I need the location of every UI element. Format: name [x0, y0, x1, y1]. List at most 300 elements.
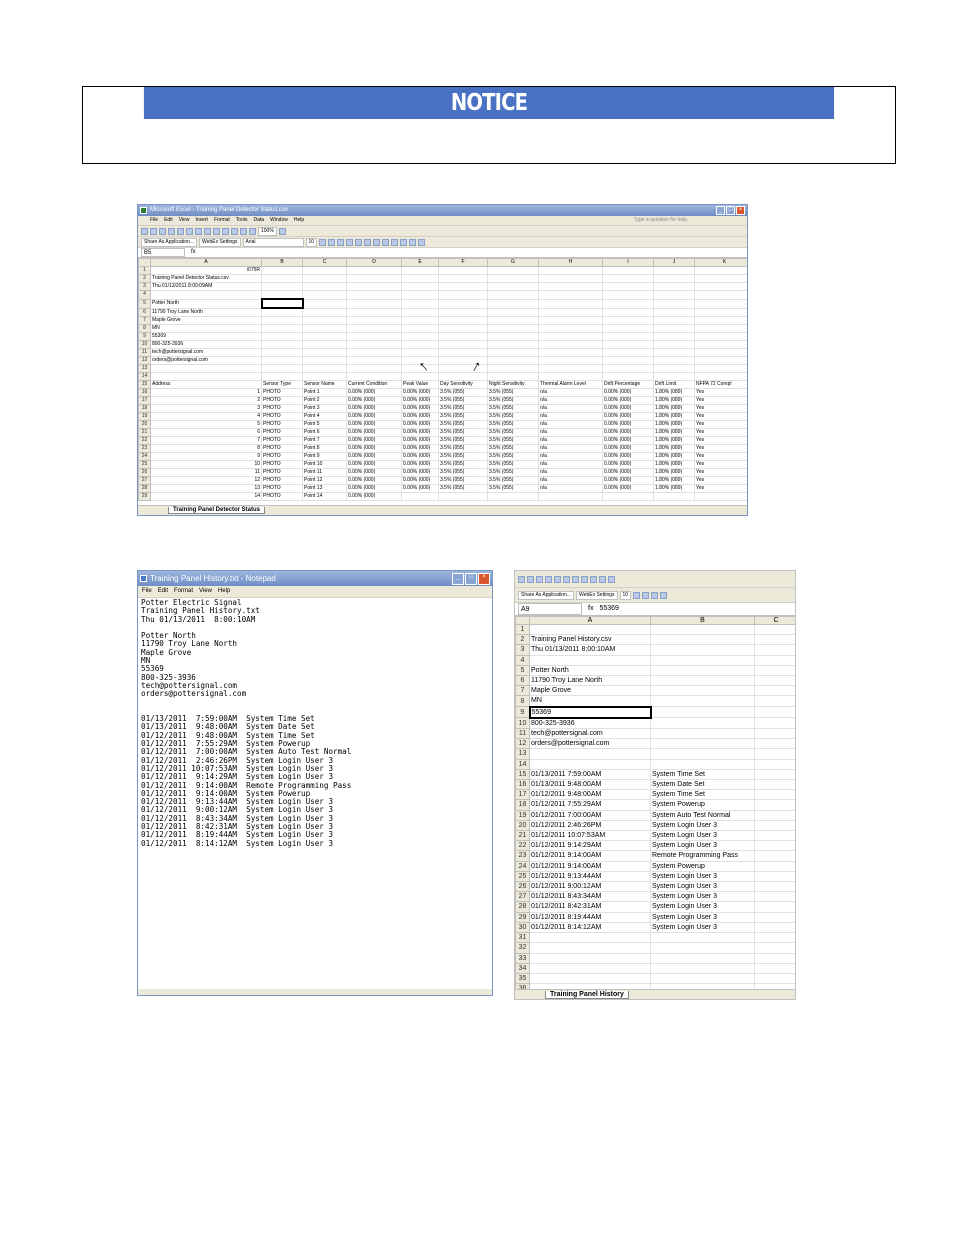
cell[interactable]: Remote Programming Pass: [651, 851, 755, 861]
cell[interactable]: [439, 275, 488, 283]
cell[interactable]: [530, 943, 651, 953]
name-box[interactable]: A9: [518, 603, 582, 615]
header-cell[interactable]: Peak Value: [402, 381, 439, 389]
row-header[interactable]: 12: [516, 739, 530, 749]
currency-icon[interactable]: [382, 239, 389, 246]
cell[interactable]: [402, 291, 439, 300]
cell[interactable]: 01/12/2011 2:46:26PM: [530, 820, 651, 830]
cell[interactable]: [347, 291, 402, 300]
cell[interactable]: [262, 325, 303, 333]
cell[interactable]: [402, 493, 439, 501]
cell[interactable]: [755, 902, 797, 912]
cell[interactable]: [539, 341, 603, 349]
header-cell[interactable]: Current Condition: [347, 381, 402, 389]
cell[interactable]: [303, 357, 347, 365]
cell[interactable]: n/a: [539, 477, 603, 485]
column-header[interactable]: K: [695, 259, 749, 267]
cell[interactable]: [488, 325, 539, 333]
cell[interactable]: [603, 275, 654, 283]
cell[interactable]: 3.5% (055): [488, 397, 539, 405]
cell[interactable]: [530, 655, 651, 665]
cell[interactable]: [539, 493, 603, 501]
cell[interactable]: [695, 333, 749, 341]
cell[interactable]: n/a: [539, 397, 603, 405]
cell[interactable]: Point 1: [303, 389, 347, 397]
cell[interactable]: 4: [151, 413, 262, 421]
cell[interactable]: 0.00% (000): [402, 397, 439, 405]
cell[interactable]: Training Panel History.csv: [530, 635, 651, 645]
spell-icon[interactable]: [177, 228, 184, 235]
row-header[interactable]: 19: [139, 413, 151, 421]
cell[interactable]: Yes: [695, 429, 749, 437]
row-header[interactable]: 26: [139, 469, 151, 477]
cell[interactable]: [695, 275, 749, 283]
save-icon[interactable]: [536, 576, 543, 583]
cell[interactable]: Yes: [695, 477, 749, 485]
cell[interactable]: [488, 267, 539, 275]
cell[interactable]: [654, 333, 695, 341]
cell[interactable]: 3.5% (055): [439, 453, 488, 461]
cell[interactable]: [439, 291, 488, 300]
column-header[interactable]: B: [651, 617, 755, 625]
cell[interactable]: 1.80% (089): [654, 397, 695, 405]
row-header[interactable]: 16: [139, 389, 151, 397]
cell[interactable]: Yes: [695, 437, 749, 445]
row-header[interactable]: 15: [139, 381, 151, 389]
sheet-tab-detector-status[interactable]: Training Panel Detector Status: [168, 507, 265, 514]
cell[interactable]: 800-325-3936: [530, 718, 651, 729]
cell[interactable]: [347, 373, 402, 381]
print-icon[interactable]: [168, 228, 175, 235]
cell[interactable]: [654, 325, 695, 333]
cell[interactable]: Yes: [695, 413, 749, 421]
cell[interactable]: [603, 283, 654, 291]
cell[interactable]: Yes: [695, 461, 749, 469]
merge-icon[interactable]: [373, 239, 380, 246]
cell[interactable]: 1.80% (089): [654, 405, 695, 413]
cell[interactable]: i075R: [151, 267, 262, 275]
cell[interactable]: 6: [151, 429, 262, 437]
cell[interactable]: System Powerup: [651, 861, 755, 871]
align-right-icon[interactable]: [364, 239, 371, 246]
cell[interactable]: [651, 973, 755, 983]
corner-cell[interactable]: [139, 259, 151, 267]
row-header[interactable]: 16: [516, 780, 530, 790]
open-icon[interactable]: [527, 576, 534, 583]
row-header[interactable]: 29: [516, 912, 530, 922]
cell[interactable]: [488, 349, 539, 357]
print-icon[interactable]: [545, 576, 552, 583]
cell[interactable]: 0.00% (000): [603, 445, 654, 453]
header-cell[interactable]: NFPA 72 Compl: [695, 381, 749, 389]
cell[interactable]: Point 12: [303, 477, 347, 485]
row-header[interactable]: 31: [516, 933, 530, 943]
cell[interactable]: [651, 625, 755, 635]
cell[interactable]: 01/12/2011 8:14:12AM: [530, 922, 651, 932]
cell[interactable]: 3.5% (055): [439, 413, 488, 421]
close-button[interactable]: ×: [736, 206, 745, 215]
column-header[interactable]: D: [347, 259, 402, 267]
menu-item[interactable]: View: [178, 217, 190, 223]
cell[interactable]: Thu 01/13/2011 8:00:09AM: [151, 283, 262, 291]
row-header[interactable]: 9: [516, 707, 530, 718]
cell[interactable]: [695, 357, 749, 365]
cell[interactable]: 0.00% (000): [402, 437, 439, 445]
column-header[interactable]: E: [402, 259, 439, 267]
cell[interactable]: 11: [151, 469, 262, 477]
chart-icon[interactable]: [249, 228, 256, 235]
cell[interactable]: Thu 01/13/2011 8:00:10AM: [530, 645, 651, 655]
cell[interactable]: [755, 707, 797, 718]
row-header[interactable]: 23: [139, 445, 151, 453]
cell[interactable]: [603, 317, 654, 325]
cell[interactable]: [262, 299, 303, 308]
cell[interactable]: [488, 291, 539, 300]
new-icon[interactable]: [141, 228, 148, 235]
cell[interactable]: 0.00% (000): [347, 389, 402, 397]
row-header[interactable]: 8: [516, 696, 530, 707]
cell[interactable]: [488, 283, 539, 291]
cell[interactable]: 01/13/2011 9:48:00AM: [530, 780, 651, 790]
cell[interactable]: [695, 267, 749, 275]
cell[interactable]: System Login User 3: [651, 912, 755, 922]
cell[interactable]: [303, 365, 347, 373]
cell[interactable]: [488, 299, 539, 308]
help-icon[interactable]: [279, 228, 286, 235]
notepad-close-button[interactable]: ×: [478, 573, 490, 585]
cell[interactable]: [651, 665, 755, 675]
cell[interactable]: Point 4: [303, 413, 347, 421]
cell[interactable]: [151, 291, 262, 300]
cell[interactable]: [262, 365, 303, 373]
cell[interactable]: 0.00% (000): [347, 485, 402, 493]
cell[interactable]: n/a: [539, 437, 603, 445]
cell[interactable]: 0.00% (000): [603, 477, 654, 485]
cell[interactable]: 01/12/2011 9:48:00AM: [530, 790, 651, 800]
row-header[interactable]: 4: [139, 291, 151, 300]
cell[interactable]: [151, 365, 262, 373]
cell[interactable]: [603, 325, 654, 333]
cell[interactable]: 1.80% (089): [654, 477, 695, 485]
cell[interactable]: 3.5% (055): [488, 405, 539, 413]
column-header[interactable]: B: [262, 259, 303, 267]
cell[interactable]: [539, 275, 603, 283]
align-center-icon[interactable]: [651, 592, 658, 599]
cell[interactable]: Yes: [695, 405, 749, 413]
cell[interactable]: [347, 325, 402, 333]
cell[interactable]: 1.80% (089): [654, 453, 695, 461]
name-box[interactable]: B5: [141, 248, 185, 257]
cell[interactable]: [651, 635, 755, 645]
row-header[interactable]: 17: [516, 790, 530, 800]
header-cell[interactable]: Sensor Type: [262, 381, 303, 389]
cell[interactable]: [488, 365, 539, 373]
cell[interactable]: [603, 493, 654, 501]
row-header[interactable]: 1: [516, 625, 530, 635]
cell[interactable]: Yes: [695, 389, 749, 397]
cell[interactable]: [402, 333, 439, 341]
column-header[interactable]: H: [539, 259, 603, 267]
sum-icon[interactable]: [599, 576, 606, 583]
header-cell[interactable]: Thermal Alarm Level: [539, 381, 603, 389]
cell[interactable]: System Login User 3: [651, 841, 755, 851]
cell[interactable]: [262, 357, 303, 365]
cell[interactable]: [262, 373, 303, 381]
cell[interactable]: 01/12/2011 7:55:29AM: [530, 800, 651, 810]
cell[interactable]: [439, 317, 488, 325]
menu-item[interactable]: Window: [270, 217, 288, 223]
cell[interactable]: [488, 493, 539, 501]
cell[interactable]: [755, 882, 797, 892]
cell[interactable]: Potter North: [530, 665, 651, 675]
bold-icon[interactable]: [633, 592, 640, 599]
share-as-application-button[interactable]: Share As Application...: [141, 238, 197, 247]
cell[interactable]: 10: [151, 461, 262, 469]
cell[interactable]: 3.5% (055): [439, 469, 488, 477]
cut-icon[interactable]: [186, 228, 193, 235]
webex-settings-button[interactable]: WebEx Settings: [576, 591, 617, 600]
cell[interactable]: [530, 933, 651, 943]
cell[interactable]: 3.5% (055): [488, 477, 539, 485]
row-header[interactable]: 1: [139, 267, 151, 275]
cell[interactable]: [539, 308, 603, 317]
cell[interactable]: [439, 493, 488, 501]
cell[interactable]: [651, 729, 755, 739]
minimize-button[interactable]: _: [716, 206, 725, 215]
column-header[interactable]: C: [755, 617, 797, 625]
cell[interactable]: n/a: [539, 405, 603, 413]
cell[interactable]: [695, 365, 749, 373]
cell[interactable]: [651, 963, 755, 973]
cell[interactable]: [654, 373, 695, 381]
cell[interactable]: 3.5% (055): [488, 485, 539, 493]
cell[interactable]: 1.80% (089): [654, 413, 695, 421]
cell[interactable]: 9: [151, 453, 262, 461]
borders-icon[interactable]: [400, 239, 407, 246]
cell[interactable]: [539, 291, 603, 300]
notepad-text-area[interactable]: [138, 598, 492, 849]
cell[interactable]: 0.00% (000): [603, 461, 654, 469]
cell[interactable]: [402, 341, 439, 349]
row-header[interactable]: 27: [139, 477, 151, 485]
cell[interactable]: System Login User 3: [651, 902, 755, 912]
column-header[interactable]: J: [654, 259, 695, 267]
cell[interactable]: 01/12/2011 9:14:00AM: [530, 851, 651, 861]
sum-icon[interactable]: [231, 228, 238, 235]
cell[interactable]: 8: [151, 445, 262, 453]
cell[interactable]: [530, 759, 651, 769]
header-cell[interactable]: Day Sensitivity: [439, 381, 488, 389]
row-header[interactable]: 25: [516, 871, 530, 881]
cell[interactable]: [347, 267, 402, 275]
paste-icon[interactable]: [204, 228, 211, 235]
cell[interactable]: [755, 645, 797, 655]
cell[interactable]: 3.5% (055): [439, 429, 488, 437]
cell[interactable]: [755, 759, 797, 769]
cell[interactable]: [755, 780, 797, 790]
cell[interactable]: [262, 317, 303, 325]
header-cell[interactable]: Address: [151, 381, 262, 389]
cell[interactable]: n/a: [539, 429, 603, 437]
cell[interactable]: [695, 325, 749, 333]
cell[interactable]: System Time Set: [651, 790, 755, 800]
cell[interactable]: [755, 861, 797, 871]
cell[interactable]: Point 9: [303, 453, 347, 461]
row-header[interactable]: 7: [516, 686, 530, 696]
menu-item[interactable]: Format: [174, 588, 194, 594]
cell[interactable]: System Auto Test Normal: [651, 810, 755, 820]
cell[interactable]: 01/12/2011 9:14:00AM: [530, 861, 651, 871]
row-header[interactable]: 17: [139, 397, 151, 405]
row-header[interactable]: 21: [516, 831, 530, 841]
notepad-maximize-button[interactable]: □: [465, 573, 477, 585]
cell[interactable]: [539, 317, 603, 325]
cell[interactable]: Yes: [695, 469, 749, 477]
undo-icon[interactable]: [590, 576, 597, 583]
cell[interactable]: 3.5% (055): [488, 421, 539, 429]
cell[interactable]: [530, 625, 651, 635]
row-header[interactable]: 2: [516, 635, 530, 645]
cell[interactable]: [651, 739, 755, 749]
cell[interactable]: [755, 820, 797, 830]
webex-settings-button[interactable]: WebEx Settings: [199, 238, 240, 247]
cell[interactable]: 3.5% (055): [439, 397, 488, 405]
column-header[interactable]: I: [603, 259, 654, 267]
cell[interactable]: Point 3: [303, 405, 347, 413]
cell[interactable]: 13: [151, 485, 262, 493]
cell[interactable]: [654, 308, 695, 317]
cell[interactable]: [303, 308, 347, 317]
cell[interactable]: [347, 299, 402, 308]
cell[interactable]: 0.00% (000): [402, 405, 439, 413]
cell[interactable]: [654, 493, 695, 501]
cell[interactable]: Maple Grove: [151, 317, 262, 325]
cell[interactable]: [755, 810, 797, 820]
cell[interactable]: [402, 317, 439, 325]
row-header[interactable]: 18: [139, 405, 151, 413]
cell[interactable]: [262, 283, 303, 291]
cell[interactable]: [755, 686, 797, 696]
cell[interactable]: [651, 953, 755, 963]
cell[interactable]: [603, 373, 654, 381]
cell[interactable]: 3.5% (055): [488, 413, 539, 421]
row-header[interactable]: 22: [516, 841, 530, 851]
cell[interactable]: [603, 365, 654, 373]
menu-item[interactable]: File: [150, 217, 159, 223]
cell[interactable]: 12: [151, 477, 262, 485]
cell[interactable]: [530, 953, 651, 963]
cell[interactable]: [654, 341, 695, 349]
cell[interactable]: [755, 749, 797, 759]
row-header[interactable]: 11: [516, 729, 530, 739]
cell[interactable]: [539, 365, 603, 373]
cell[interactable]: 0.00% (000): [347, 493, 402, 501]
cell[interactable]: 0.00% (000): [347, 445, 402, 453]
cell[interactable]: [603, 308, 654, 317]
cell[interactable]: Point 11: [303, 469, 347, 477]
cell[interactable]: [439, 333, 488, 341]
open-icon[interactable]: [150, 228, 157, 235]
cell[interactable]: 0.00% (000): [603, 413, 654, 421]
cell[interactable]: 3.5% (055): [488, 469, 539, 477]
cell[interactable]: [654, 291, 695, 300]
cell[interactable]: 0.00% (000): [603, 389, 654, 397]
cell[interactable]: [262, 341, 303, 349]
row-header[interactable]: 34: [516, 963, 530, 973]
font-color-icon[interactable]: [418, 239, 425, 246]
cell[interactable]: [347, 349, 402, 357]
cell[interactable]: [402, 275, 439, 283]
cell[interactable]: [439, 299, 488, 308]
cell[interactable]: 0.00% (000): [347, 461, 402, 469]
cell[interactable]: [603, 357, 654, 365]
cell[interactable]: 01/12/2011 8:43:34AM: [530, 892, 651, 902]
cell[interactable]: [539, 357, 603, 365]
cell[interactable]: 0.00% (000): [347, 469, 402, 477]
column-header[interactable]: A: [151, 259, 262, 267]
cell[interactable]: [755, 790, 797, 800]
row-header[interactable]: 6: [516, 676, 530, 686]
cell[interactable]: Yes: [695, 397, 749, 405]
cell[interactable]: [654, 275, 695, 283]
cell[interactable]: [755, 912, 797, 922]
cell[interactable]: [695, 308, 749, 317]
row-header[interactable]: 10: [516, 718, 530, 729]
row-header[interactable]: 10: [139, 341, 151, 349]
cell[interactable]: orders@pottersignal.com: [151, 357, 262, 365]
cell[interactable]: [603, 341, 654, 349]
cell[interactable]: PHOTO: [262, 397, 303, 405]
cell[interactable]: [651, 759, 755, 769]
cell[interactable]: System Login User 3: [651, 871, 755, 881]
cell[interactable]: [539, 349, 603, 357]
cell[interactable]: 3.5% (055): [488, 445, 539, 453]
cell[interactable]: 55369: [151, 333, 262, 341]
cell[interactable]: 0.00% (000): [402, 389, 439, 397]
borders-icon[interactable]: [660, 592, 667, 599]
cell[interactable]: n/a: [539, 461, 603, 469]
cell[interactable]: tech@pottersignal.com: [530, 729, 651, 739]
cell[interactable]: 1.80% (089): [654, 421, 695, 429]
cell[interactable]: [695, 291, 749, 300]
cell[interactable]: [151, 373, 262, 381]
row-header[interactable]: 11: [139, 349, 151, 357]
row-header[interactable]: 8: [139, 325, 151, 333]
cell[interactable]: [755, 963, 797, 973]
cell[interactable]: 0.00% (000): [402, 477, 439, 485]
cell[interactable]: System Login User 3: [651, 882, 755, 892]
cell[interactable]: System Powerup: [651, 800, 755, 810]
cell[interactable]: MN: [530, 696, 651, 707]
cell[interactable]: n/a: [539, 453, 603, 461]
column-header[interactable]: G: [488, 259, 539, 267]
cell[interactable]: Yes: [695, 421, 749, 429]
cell[interactable]: [539, 325, 603, 333]
menu-item[interactable]: View: [199, 588, 212, 594]
cell[interactable]: PHOTO: [262, 389, 303, 397]
cell[interactable]: [695, 493, 749, 501]
cell[interactable]: [755, 953, 797, 963]
column-header[interactable]: A: [530, 617, 651, 625]
cell[interactable]: Training Panel Detector Status.csv: [151, 275, 262, 283]
cell[interactable]: [262, 308, 303, 317]
cell[interactable]: 01/12/2011 8:19:44AM: [530, 912, 651, 922]
cell[interactable]: [603, 333, 654, 341]
cell[interactable]: 0.00% (000): [347, 413, 402, 421]
row-header[interactable]: 23: [516, 851, 530, 861]
cell[interactable]: Point 6: [303, 429, 347, 437]
row-header[interactable]: 5: [516, 665, 530, 675]
